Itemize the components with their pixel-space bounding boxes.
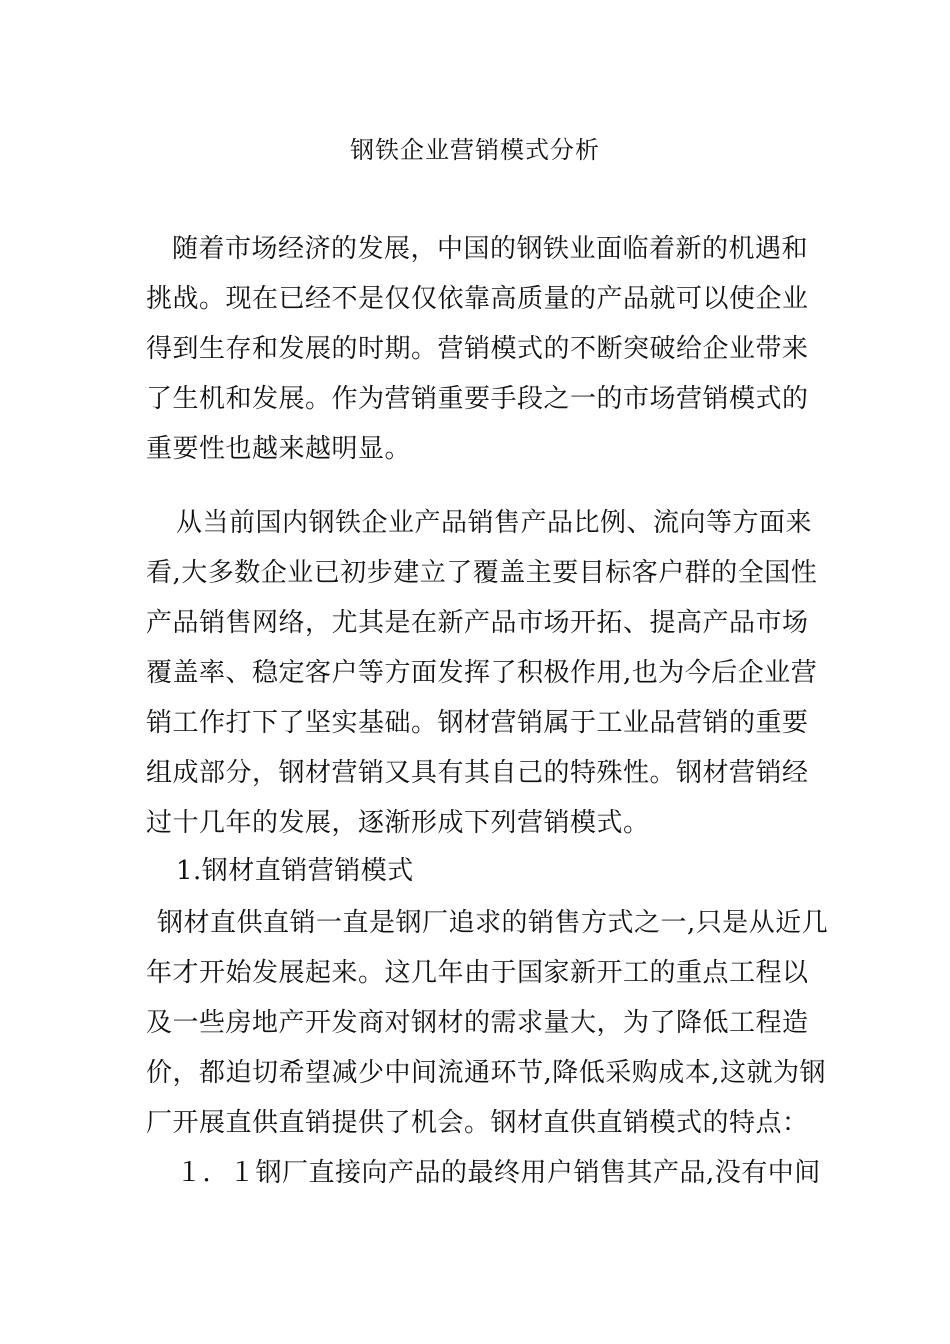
paragraph-2-line: 看,大多数企业已初步建立了覆盖主要目标客户群的全国性 <box>146 558 818 588</box>
section-heading: 1.钢材直销营销模式 <box>176 856 414 886</box>
paragraph-1-line: 挑战。现在已经不是仅仅依靠高质量的产品就可以使企业 <box>146 284 809 314</box>
paragraph-3-line: 及一些房地产开发商对钢材的需求量大，为了降低工程造 <box>146 1008 809 1038</box>
paragraph-3-line: 价，都迫切希望减少中间流通环节,降低采购成本,这就为钢 <box>146 1058 827 1088</box>
paragraph-2-line: 从当前国内钢铁企业产品销售产品比例、流向等方面来 <box>176 508 813 538</box>
subsection-heading: １．１钢厂直接向产品的最终用户销售其产品,没有中间 <box>176 1158 821 1188</box>
paragraph-2-line: 组成部分，钢材营销又具有其自己的特殊性。钢材营销经 <box>146 758 809 788</box>
paragraph-2-line: 覆盖率、稳定客户等方面发挥了积极作用,也为今后企业营 <box>146 658 818 688</box>
paragraph-1-line: 了生机和发展。作为营销重要手段之一的市场营销模式的 <box>146 384 809 414</box>
paragraph-3-line: 厂开展直供直销提供了机会。钢材直供直销模式的特点： <box>146 1108 809 1138</box>
paragraph-2-line: 产品销售网络，尤其是在新产品市场开拓、提高产品市场 <box>146 608 809 638</box>
paragraph-2-line: 销工作打下了坚实基础。钢材营销属于工业品营销的重要 <box>146 708 809 738</box>
document-title: 钢铁企业营销模式分析 <box>350 136 600 164</box>
paragraph-1-line: 得到生存和发展的时期。营销模式的不断突破给企业带来 <box>146 334 809 364</box>
paragraph-3-line: 钢材直供直销一直是钢厂追求的销售方式之一,只是从近几 <box>157 908 829 938</box>
paragraph-3-line: 年才开始发展起来。这几年由于国家新开工的重点工程以 <box>146 958 809 988</box>
paragraph-1-line: 重要性也越来越明显。 <box>146 434 412 464</box>
paragraph-2-line: 过十几年的发展，逐渐形成下列营销模式。 <box>146 808 650 838</box>
paragraph-1-line: 随着市场经济的发展，中国的钢铁业面临着新的机遇和 <box>172 234 809 264</box>
